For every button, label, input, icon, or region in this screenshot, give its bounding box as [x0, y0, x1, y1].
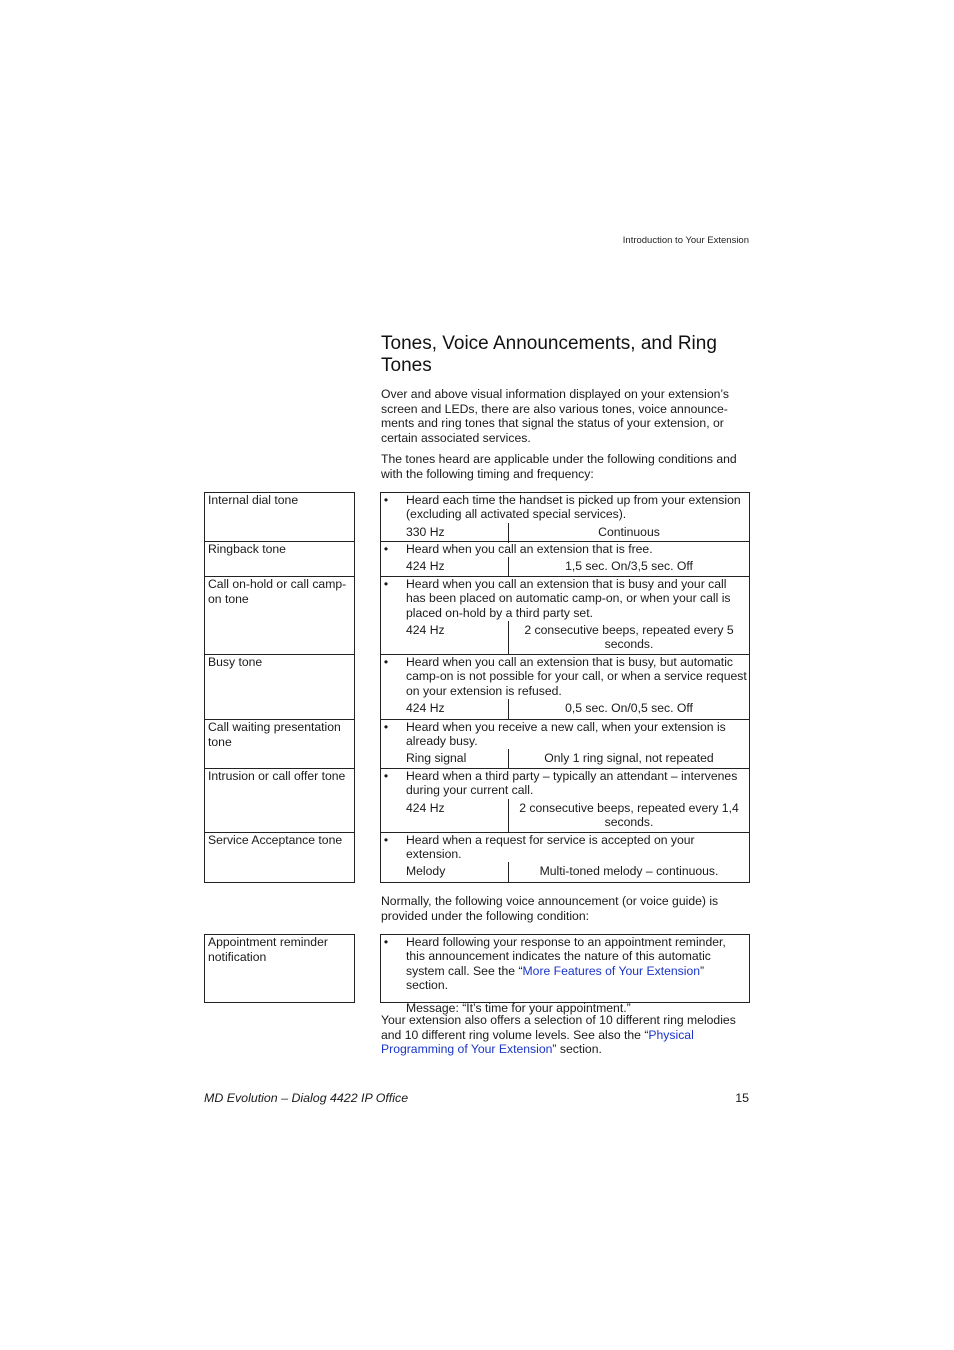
- closing-text-before: Your extension also offers a selection of 10 different ring melodies and 10 different ring volume levels. See also the “: [381, 1013, 736, 1042]
- tone-timing: Multi-toned melody – continuous.: [539, 864, 719, 878]
- voice-announcement-detail-cell: [380, 934, 750, 1015]
- tone-timing: Continuous: [598, 525, 660, 539]
- tone-frequency: 424 Hz: [406, 701, 445, 715]
- tone-timing: 1,5 sec. On/3,5 sec. Off: [565, 559, 693, 573]
- tone-name-cell: [204, 833, 355, 883]
- voice-announcement-name-cell: [204, 934, 355, 1003]
- voice-desc-after: ” section.: [406, 963, 705, 993]
- tone-detail-cell: [380, 833, 750, 883]
- tone-description: [381, 577, 749, 620]
- tone-description-text: Heard when you receive a new call, when your extension is already busy.: [406, 720, 726, 749]
- tone-description-text: Heard when you call an extension that is busy and your call has been placed on automatic camp-on, or when your call is placed on-hold by a third party set.: [406, 577, 731, 620]
- bullet-icon: •: [383, 833, 389, 847]
- bullet-icon: •: [383, 542, 389, 556]
- tone-name-cell: [204, 577, 355, 655]
- running-header: Introduction to Your Extension: [622, 235, 749, 246]
- tone-detail-cell: [380, 542, 750, 577]
- tone-detail-cell: [380, 769, 750, 833]
- tone-frequency: 424 Hz: [406, 623, 445, 637]
- footer-document-title: MD Evolution – Dialog 4422 IP Office: [204, 1091, 409, 1105]
- tone-description-text: Heard when a request for service is accepted on your extension.: [406, 833, 695, 862]
- tone-detail-cell: [380, 655, 750, 720]
- voice-announcement-description: [381, 935, 749, 993]
- bullet-icon: •: [383, 655, 389, 669]
- tone-name-cell: [204, 542, 355, 577]
- voice-intro-text: Normally, the following voice announcement (or voice guide) is provided under the following condition:: [381, 894, 719, 923]
- tone-name: Call on-hold or call camp-on tone: [208, 577, 347, 606]
- tone-name: Call waiting presentation tone: [208, 720, 341, 749]
- tone-name: Busy tone: [208, 655, 263, 669]
- section-title: Tones, Voice Announcements, and Ring Tones: [381, 333, 717, 376]
- tone-name: Service Acceptance tone: [208, 833, 343, 847]
- bullet-icon: •: [383, 577, 389, 591]
- tone-description-text: Heard when you call an extension that is busy, but automatic camp-on is not possible for your call, or when a service request on your extension is refused.: [406, 655, 747, 698]
- voice-announcement-name: Appointment reminder notification: [208, 935, 328, 964]
- voice-intro-paragraph: [381, 894, 751, 923]
- tone-name: Internal dial tone: [208, 493, 299, 507]
- bullet-icon: •: [383, 935, 389, 949]
- tone-name: Intrusion or call offer tone: [208, 769, 346, 783]
- tone-timing: 2 consecutive beeps, repeated every 5 seconds.: [524, 623, 734, 652]
- closing-paragraph: [381, 1013, 751, 1057]
- tone-name-cell: [204, 492, 355, 542]
- tone-description: [381, 655, 749, 698]
- tone-description: [381, 833, 749, 862]
- tone-description-text: Heard when a third party – typically an attendant – intervenes during your current call.: [406, 769, 738, 798]
- tone-frequency: 330 Hz: [406, 525, 445, 539]
- tone-description: [381, 720, 749, 749]
- tone-detail-cell: [380, 492, 750, 542]
- more-features-link[interactable]: More Features of Your Extension: [522, 963, 701, 978]
- closing-text-after: ” section.: [552, 1042, 602, 1057]
- tone-frequency: 424 Hz: [406, 559, 445, 573]
- intro-paragraph: [381, 387, 751, 445]
- tone-description-text: Heard each time the handset is picked up from your extension (excluding all activated special services).: [406, 493, 741, 522]
- voice-message-text: Message: “It’s time for your appointment.”: [406, 1000, 631, 1015]
- tone-timing: Only 1 ring signal, not repeated: [544, 751, 714, 765]
- footer-page-number: 15: [735, 1091, 749, 1105]
- tone-timing: 0,5 sec. On/0,5 sec. Off: [565, 701, 693, 715]
- tone-name-cell: [204, 769, 355, 833]
- tone-frequency: Ring signal: [406, 751, 467, 765]
- physical-programming-link[interactable]: Physical Programming of Your Extension: [381, 1027, 694, 1057]
- tone-description: [381, 493, 749, 522]
- tone-timing: 2 consecutive beeps, repeated every 1,4 seconds.: [519, 801, 739, 830]
- tone-description: [381, 769, 749, 798]
- voice-desc-before: Heard following your response to an appointment reminder, this announcement indicates the nature of this automatic system call. See the “: [406, 935, 726, 978]
- tone-description: [381, 542, 749, 556]
- tone-detail-cell: [380, 720, 750, 769]
- tone-name-cell: [204, 720, 355, 769]
- tone-description-text: Heard when you call an extension that is free.: [406, 542, 653, 556]
- tone-name: Ringback tone: [208, 542, 286, 556]
- tone-detail-cell: [380, 577, 750, 655]
- intro-text: Over and above visual information displayed on your extension’s screen and LEDs, there are also various tones, voice announce-ments and ring tones that signal the status of your extension, or certain associated services.: [381, 387, 729, 445]
- tone-frequency: Melody: [406, 864, 446, 878]
- tone-frequency: 424 Hz: [406, 801, 445, 815]
- tone-name-cell: [204, 655, 355, 720]
- conditions-paragraph: [381, 452, 751, 481]
- bullet-icon: •: [383, 769, 389, 783]
- bullet-icon: •: [383, 720, 389, 734]
- conditions-text: The tones heard are applicable under the following conditions and with the following timing and frequency:: [381, 452, 737, 481]
- bullet-icon: •: [383, 493, 389, 507]
